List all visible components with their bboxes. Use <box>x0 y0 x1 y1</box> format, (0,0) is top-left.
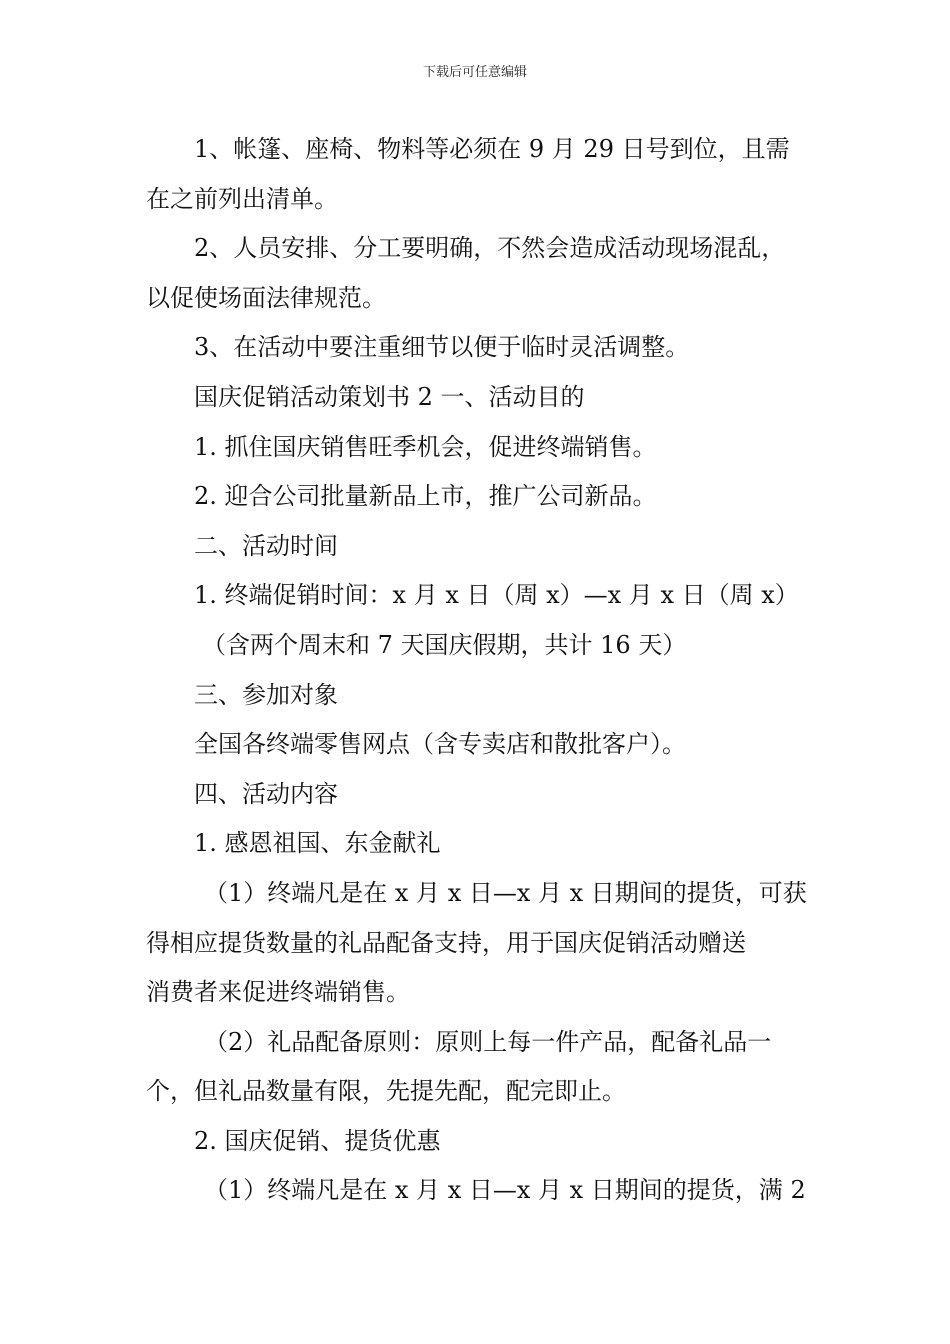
section-heading: 二、活动时间 <box>194 531 338 560</box>
section-heading: 三、参加对象 <box>194 680 338 709</box>
text-line: （1）终端凡是在 x 月 x 日—x 月 x 日期间的提货，满 2 <box>204 1176 806 1205</box>
text-line: 1. 终端促销时间：x 月 x 日（周 x）—x 月 x 日（周 x） <box>194 581 799 610</box>
text-line: 个，但礼品数量有限，先提先配，配完即止。 <box>146 1077 626 1106</box>
text-line: （1）终端凡是在 x 月 x 日—x 月 x 日期间的提货，可获 <box>204 878 807 907</box>
text-line: 2. 国庆促销、提货优惠 <box>194 1126 441 1155</box>
text-line: 全国各终端零售网点（含专卖店和散批客户）。 <box>194 730 686 759</box>
text-line: （含两个周末和 7 天国庆假期，共计 16 天） <box>202 630 687 659</box>
text-line: 得相应提货数量的礼品配备支持，用于国庆促销活动赠送 <box>146 928 746 957</box>
text-line: 以促使场面法律规范。 <box>146 283 386 312</box>
text-line: 2. 迎合公司批量新品上市，推广公司新品。 <box>194 482 657 511</box>
text-line: 在之前列出清单。 <box>146 184 338 213</box>
page-header: 下载后可任意编辑 <box>422 65 527 80</box>
text-line: 消费者来促进终端销售。 <box>146 978 410 1007</box>
text-line: 3、在活动中要注重细节以便于临时灵活调整。 <box>194 333 690 362</box>
document-body <box>146 125 811 1216</box>
section-title: 国庆促销活动策划书 2 一、活动目的 <box>194 382 585 411</box>
text-line: 1. 感恩祖国、东金献礼 <box>194 829 441 858</box>
text-line: 2、人员安排、分工要明确，不然会造成活动现场混乱， <box>194 234 786 263</box>
section-heading: 四、活动内容 <box>194 779 338 808</box>
text-line: 1. 抓住国庆销售旺季机会，促进终端销售。 <box>194 432 657 461</box>
text-line: 1、帐篷、座椅、物料等必须在 9 月 29 日号到位，且需 <box>194 135 790 163</box>
text-line: （2）礼品配备原则：原则上每一件产品，配备礼品一 <box>204 1027 772 1056</box>
